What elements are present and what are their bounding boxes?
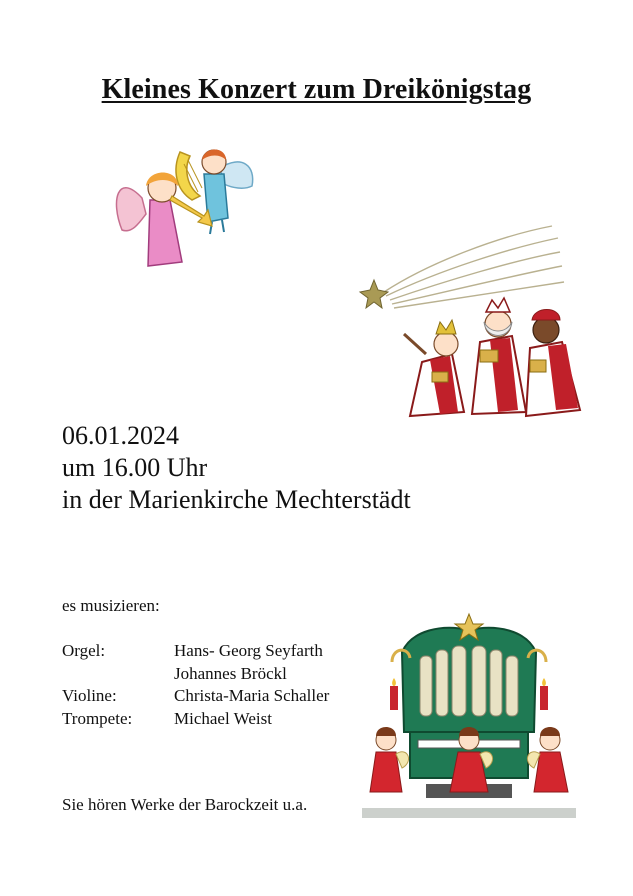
organ-illustration: [362, 612, 576, 826]
musician-row: [62, 685, 329, 708]
instrument-label: Orgel:: [62, 641, 106, 660]
instrument-label: [62, 663, 174, 686]
angels-illustration: [112, 130, 257, 275]
performers-intro: es musizieren:: [62, 596, 160, 615]
three-kings-illustration: [330, 222, 585, 420]
musician-row: [62, 663, 329, 686]
instrument-label: Violine:: [62, 686, 117, 705]
event-time: um 16.00 Uhr: [62, 453, 208, 482]
musician-row: [62, 640, 329, 663]
event-place: in der Marienkirche Mechterstädt: [62, 485, 411, 514]
page-title: Kleines Konzert zum Dreikönigstag: [101, 74, 532, 105]
musician-list: [62, 640, 329, 730]
event-date: 06.01.2024: [62, 421, 179, 450]
musician-name: Johannes Bröckl: [174, 663, 287, 683]
closing-note: Sie hören Werke der Barockzeit u.a.: [62, 795, 308, 814]
musician-name: Christa-Maria Schaller: [174, 686, 330, 705]
musician-name: Hans- Georg Seyfarth: [174, 641, 323, 660]
musician-name: Michael Weist: [174, 708, 272, 728]
musician-row: [62, 708, 329, 731]
instrument-label: Trompete:: [62, 708, 133, 728]
event-details: [62, 420, 411, 516]
